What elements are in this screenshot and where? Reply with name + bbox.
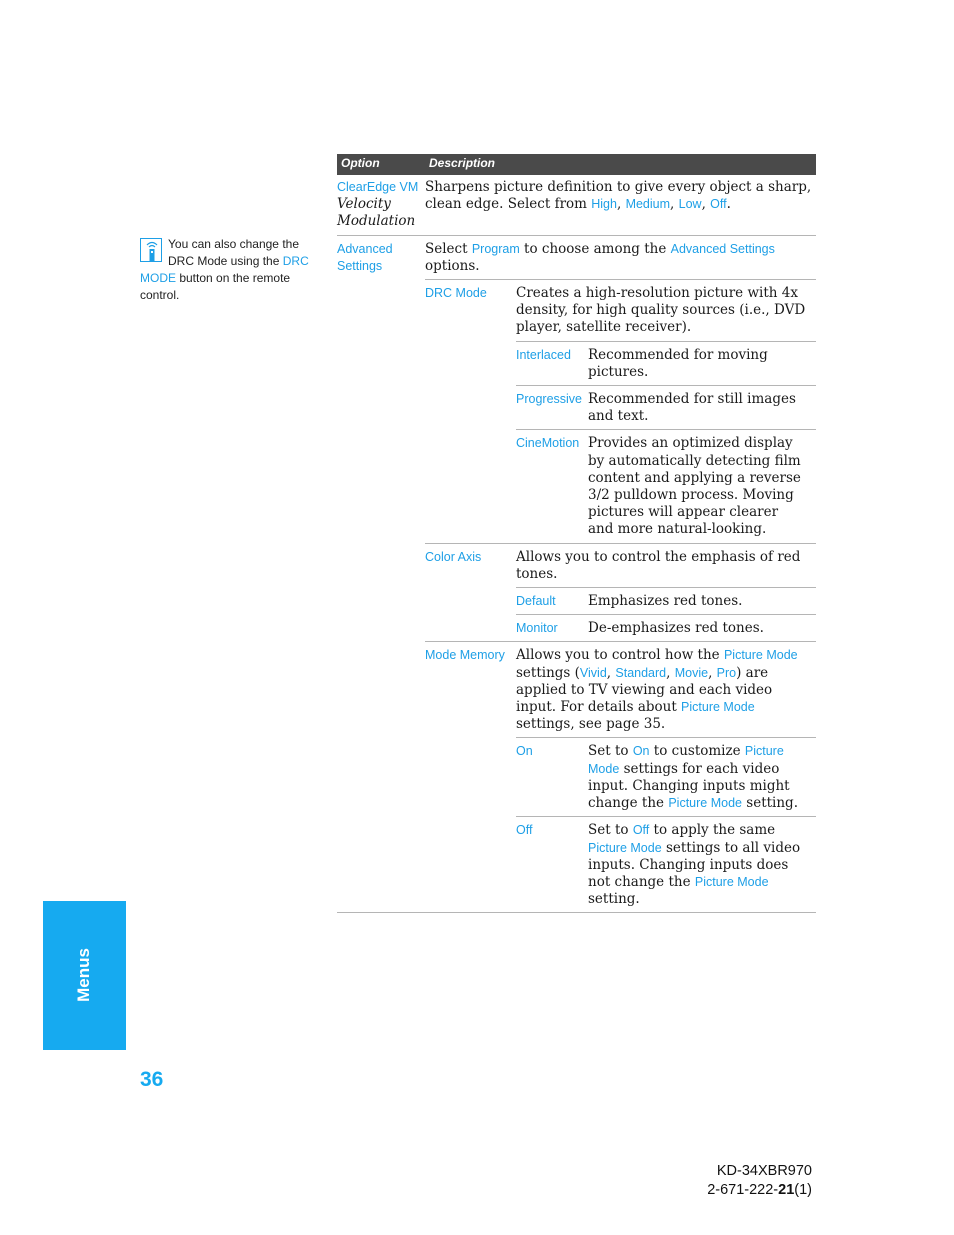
option-color-axis: Color Axis bbox=[425, 549, 482, 564]
header-description: Description bbox=[429, 156, 496, 170]
option-clearedge-vm: ClearEdge VM bbox=[337, 180, 419, 194]
intro-text: options. bbox=[425, 257, 480, 274]
interlaced-description: Recommended for moving pictures. bbox=[588, 346, 768, 380]
sep: , bbox=[616, 196, 626, 213]
text: settings ( bbox=[516, 664, 580, 681]
list-item bbox=[516, 430, 816, 542]
section-tab bbox=[43, 901, 126, 1050]
group-color-axis bbox=[425, 544, 816, 643]
sep: , bbox=[701, 196, 711, 213]
part-number bbox=[707, 1181, 812, 1200]
list-item bbox=[516, 386, 816, 430]
section-tab-label: Menus bbox=[74, 948, 93, 1002]
text: ) are applied to TV viewing and each video input. For details about bbox=[516, 664, 773, 716]
list-item bbox=[516, 817, 816, 912]
text: Allows you to control how the bbox=[516, 647, 724, 664]
table-header bbox=[337, 154, 816, 175]
clearedge-description bbox=[425, 175, 816, 235]
value-low: Low bbox=[678, 197, 702, 212]
footer bbox=[707, 1162, 812, 1200]
text: to customize bbox=[649, 743, 745, 760]
side-note bbox=[140, 236, 310, 304]
part-number-bold: 21 bbox=[778, 1182, 795, 1198]
value-standard: Standard bbox=[615, 665, 667, 680]
sep: , bbox=[708, 664, 717, 681]
value-off: Off bbox=[710, 197, 727, 212]
color-axis-description: Allows you to control the emphasis of red tones. bbox=[516, 544, 816, 588]
value-picture-mode: Picture Mode bbox=[588, 744, 784, 776]
page-number: 36 bbox=[140, 1068, 164, 1091]
sep: , bbox=[606, 664, 616, 681]
list-item bbox=[516, 738, 816, 817]
model-number: KD-34XBR970 bbox=[716, 1163, 812, 1179]
value-picture-mode: Picture Mode bbox=[588, 840, 662, 855]
value-on: On bbox=[632, 744, 650, 759]
text: settings for each video input. Changing inputs might change the bbox=[588, 760, 790, 812]
default-description: Emphasizes red tones. bbox=[588, 593, 743, 610]
group-mode-memory bbox=[425, 642, 816, 912]
value-movie: Movie bbox=[674, 665, 709, 680]
option-cinemotion: CineMotion bbox=[516, 436, 580, 451]
remote-control-icon bbox=[140, 238, 162, 262]
advanced-intro bbox=[425, 236, 816, 280]
monitor-description: De-emphasizes red tones. bbox=[588, 620, 764, 637]
intro-text: Select bbox=[425, 240, 472, 257]
cinemotion-description: Provides an optimized display by automatically detecting film content and applying a reverse 3/2 pulldown process. Moving pictures will appear clearer and more natural-looking. bbox=[588, 435, 801, 538]
option-drc-mode: DRC Mode bbox=[425, 286, 487, 301]
side-note-text-end: button on the remote control. bbox=[140, 271, 291, 302]
option-mode-memory: Mode Memory bbox=[425, 648, 505, 663]
list-item bbox=[516, 342, 816, 386]
value-vivid: Vivid bbox=[579, 665, 607, 680]
mode-memory-description bbox=[516, 642, 816, 738]
on-description bbox=[588, 738, 816, 816]
value-pro: Pro bbox=[716, 665, 737, 680]
value-picture-mode: Picture Mode bbox=[723, 648, 798, 663]
options-table bbox=[337, 154, 816, 913]
intro-text: to choose among the bbox=[519, 240, 671, 257]
value-off: Off bbox=[632, 823, 650, 838]
list-item bbox=[516, 615, 816, 641]
value-program: Program bbox=[471, 241, 520, 256]
value-advanced-settings: Advanced Settings bbox=[670, 241, 775, 256]
drc-mode-description: Creates a high-resolution picture with 4x density, for high quality sources (i.e., DVD player, satellite receiver). bbox=[516, 280, 816, 342]
option-progressive: Progressive bbox=[516, 392, 582, 407]
option-interlaced: Interlaced bbox=[516, 347, 571, 362]
value-picture-mode: Picture Mode bbox=[681, 700, 755, 715]
option-off: Off bbox=[516, 823, 533, 838]
side-note-text: You can also change the DRC Mode using the bbox=[168, 237, 299, 268]
clearedge-desc-text: Sharpens picture definition to give every object a sharp, clean edge. Select from bbox=[425, 179, 812, 213]
group-drc-mode bbox=[425, 280, 816, 544]
text: setting. bbox=[741, 795, 798, 812]
sep: , bbox=[670, 196, 679, 213]
option-advanced-settings: Advanced Settings bbox=[337, 241, 393, 273]
part-number-b: (1) bbox=[794, 1182, 812, 1198]
option-monitor: Monitor bbox=[516, 621, 558, 636]
text: settings to all video inputs. Changing inputs does not change the bbox=[588, 839, 801, 890]
end: . bbox=[726, 196, 731, 213]
text: to apply the same bbox=[649, 822, 776, 839]
option-on: On bbox=[516, 744, 533, 759]
off-description bbox=[588, 817, 816, 912]
table-row-clearedge bbox=[337, 175, 816, 236]
text: setting. bbox=[588, 891, 640, 908]
progressive-description: Recommended for still images and text. bbox=[588, 391, 796, 425]
text: Set to bbox=[588, 743, 633, 760]
header-option: Option bbox=[341, 156, 380, 170]
text: settings, see page 35. bbox=[516, 716, 666, 733]
text: Set to bbox=[588, 822, 633, 839]
sep: , bbox=[666, 664, 675, 681]
option-default: Default bbox=[516, 594, 556, 609]
value-picture-mode: Picture Mode bbox=[694, 874, 769, 889]
option-clearedge-subtitle: Velocity Modulation bbox=[337, 196, 416, 230]
value-picture-mode: Picture Mode bbox=[668, 796, 742, 811]
list-item bbox=[516, 588, 816, 615]
table-row-advanced-settings bbox=[337, 236, 816, 914]
part-number-a: 2-671-222- bbox=[707, 1182, 779, 1198]
value-medium: Medium bbox=[625, 197, 671, 212]
value-high: High bbox=[591, 197, 617, 212]
drc-mode-button-ref: DRC MODE bbox=[140, 254, 309, 285]
